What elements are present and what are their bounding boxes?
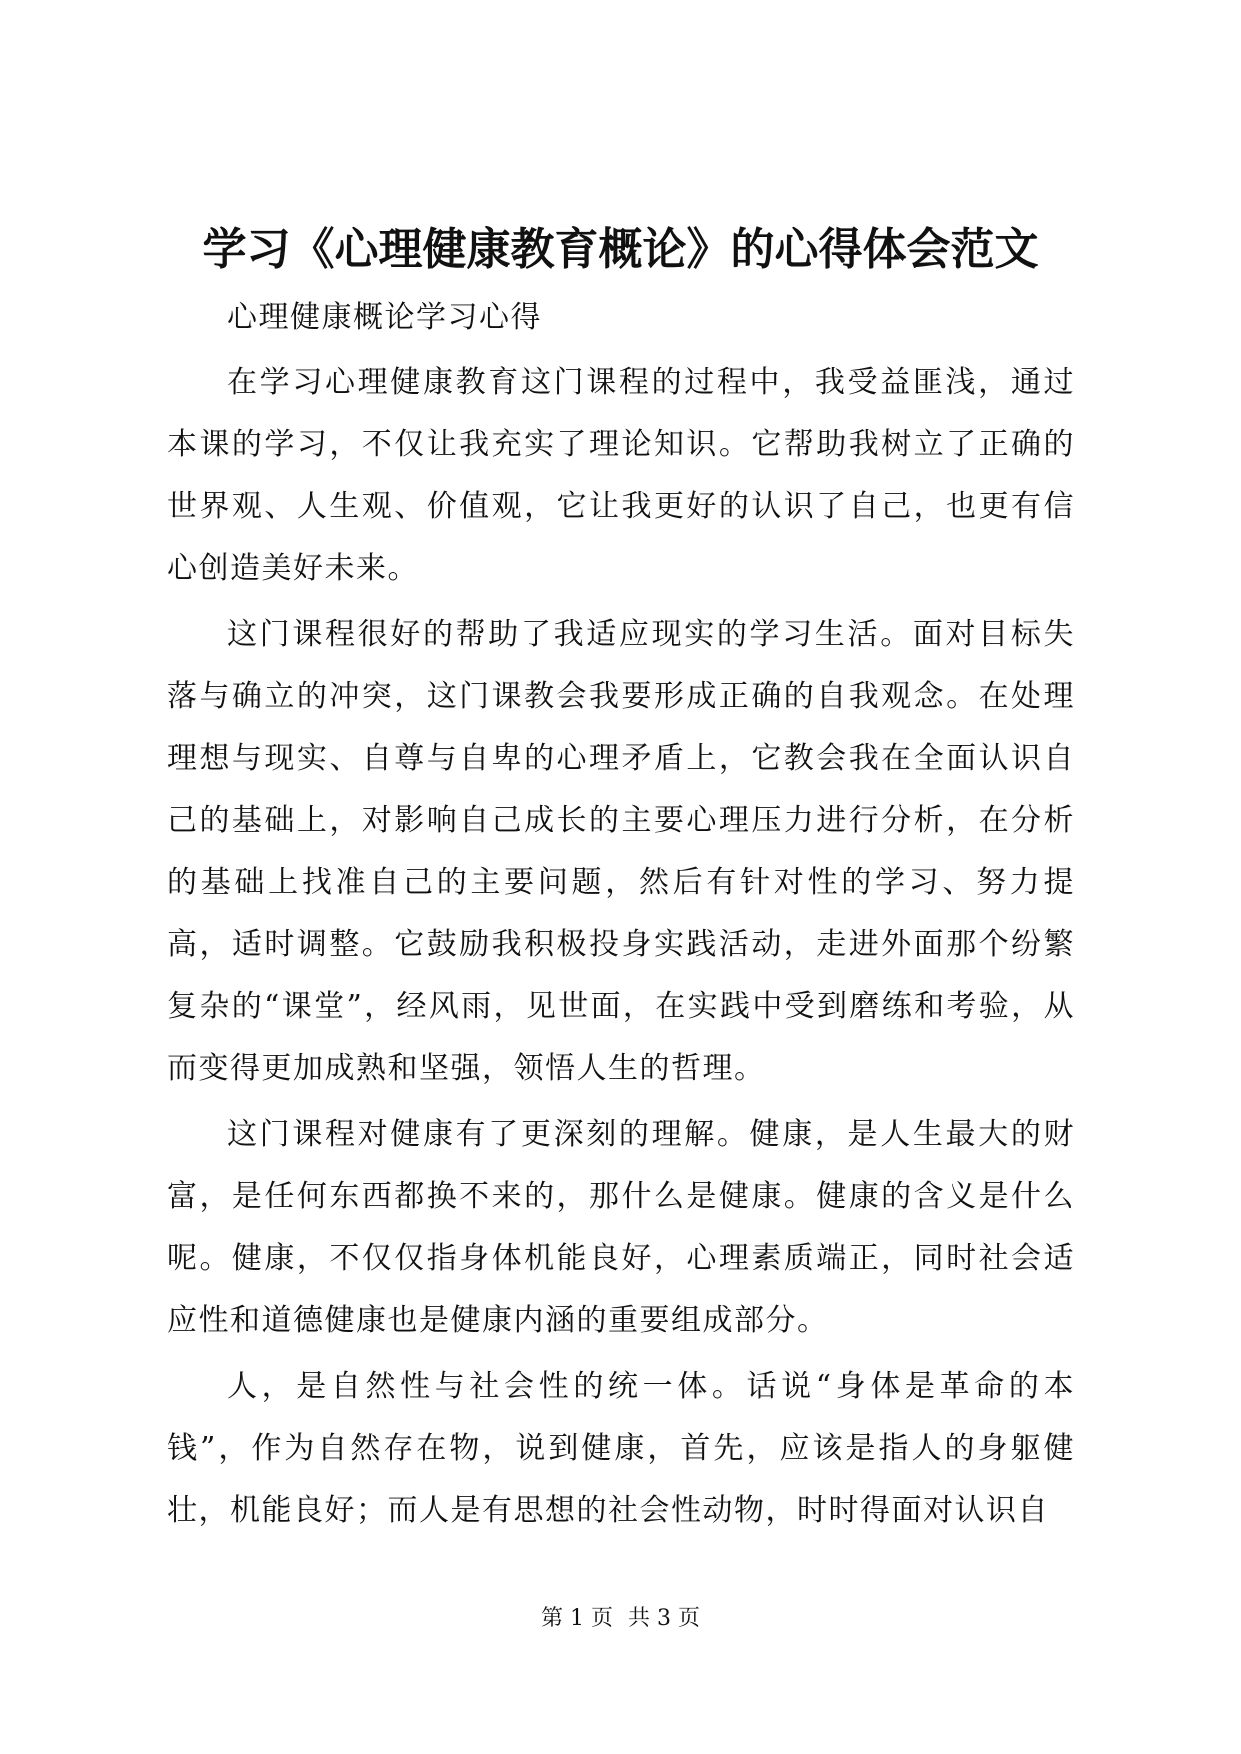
- page-footer: [0, 1604, 1241, 1634]
- section-subheading: 心理健康概论学习心得: [227, 300, 542, 335]
- paragraph-4: 人，是自然性与社会性的统一体。话说“身体是革命的本钱”，作为自然存在物，说到健康，首先，应该是指人的身躯健壮，机能良好；而人是有思想的社会性动物，时时得面对认识自: [167, 1369, 1075, 1528]
- paragraph-2: 这门课程很好的帮助了我适应现实的学习生活。面对目标失落与确立的冲突，这门课教会我要形成正确的自我观念。在处理理想与现实、自尊与自卑的心理矛盾上，它教会我在全面认识自己的基础上，对影响自己成长的主要心理压力进行分析，在分析的基础上找准自己的主要问题，然后有针对性的学习、努力提高，适时调整。它鼓励我积极投身实践活动，走进外面那个纷繁复杂的“课堂”，经风雨，见世面，在实践中受到磨练和考验，从而变得更加成熟和坚强，领悟人生的哲理。: [167, 617, 1075, 1086]
- paragraph-1: 在学习心理健康教育这门课程的过程中，我受益匪浅，通过本课的学习，不仅让我充实了理论知识。它帮助我树立了正确的世界观、人生观、价值观，它让我更好的认识了自己，也更有信心创造美好未来。: [167, 365, 1075, 586]
- page-number: 第 1 页: [541, 1606, 613, 1631]
- document-body: [167, 288, 1075, 1542]
- document-title: 学习《心理健康教育概论》的心得体会范文: [202, 224, 1039, 275]
- paragraph-3: 这门课程对健康有了更深刻的理解。健康，是人生最大的财富，是任何东西都换不来的，那什么是健康。健康的含义是什么呢。健康，不仅仅指身体机能良好，心理素质端正，同时社会适应性和道德健康也是健康内涵的重要组成部分。: [167, 1117, 1075, 1338]
- page-total: 共 3 页: [628, 1606, 700, 1631]
